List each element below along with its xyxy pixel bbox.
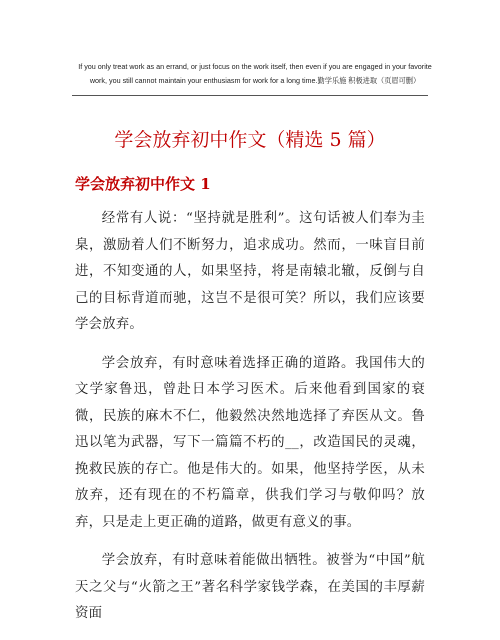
paragraph: 经常有人说：“坚持就是胜利”。这句话被人们奉为圭臬，激励着人们不断努力，追求成功。然而，一味盲目前进，不知变通的人，如果坚持，将是南辕北辙，反倒与自己的目标背道而驰，这岂不是很可笑？所以，我们应该要学会放弃。 <box>75 211 425 332</box>
body-text <box>75 206 425 640</box>
document-title: 学会放弃初中作文（精选 5 篇） <box>114 128 386 151</box>
header-divider <box>72 95 428 96</box>
paragraph: 学会放弃，有时意味着选择正确的道路。我国伟大的文学家鲁迅，曾赴日本学习医术。后来他看到国家的衰微，民族的麻木不仁，他毅然决然地选择了弃医从文。鲁迅以笔为武器，写下一篇篇不朽的__，改造国民的灵魂，挽救民族的存亡。他是伟大的。如果，他坚持学医，从未放弃，还有现在的不朽篇章，供我们学习与敬仰吗？放弃，只是走上更正确的道路，做更有意义的事。 <box>75 355 425 530</box>
section-heading: 学会放弃初中作文 1 <box>75 175 211 193</box>
paragraph: 学会放弃，有时意味着能做出牺牲。被誉为“中国”航天之父与“火箭之王”著名科学家钱学森，在美国的丰厚薪资面 <box>75 553 425 621</box>
header-note: If you only treat work as an errand, or just focus on the work itself, then even if you are engaged in your favorite work, you still cannot maintain your enthusiasm for work for a long time.勤学乐施 积极进取（页眉可删） <box>78 62 432 85</box>
